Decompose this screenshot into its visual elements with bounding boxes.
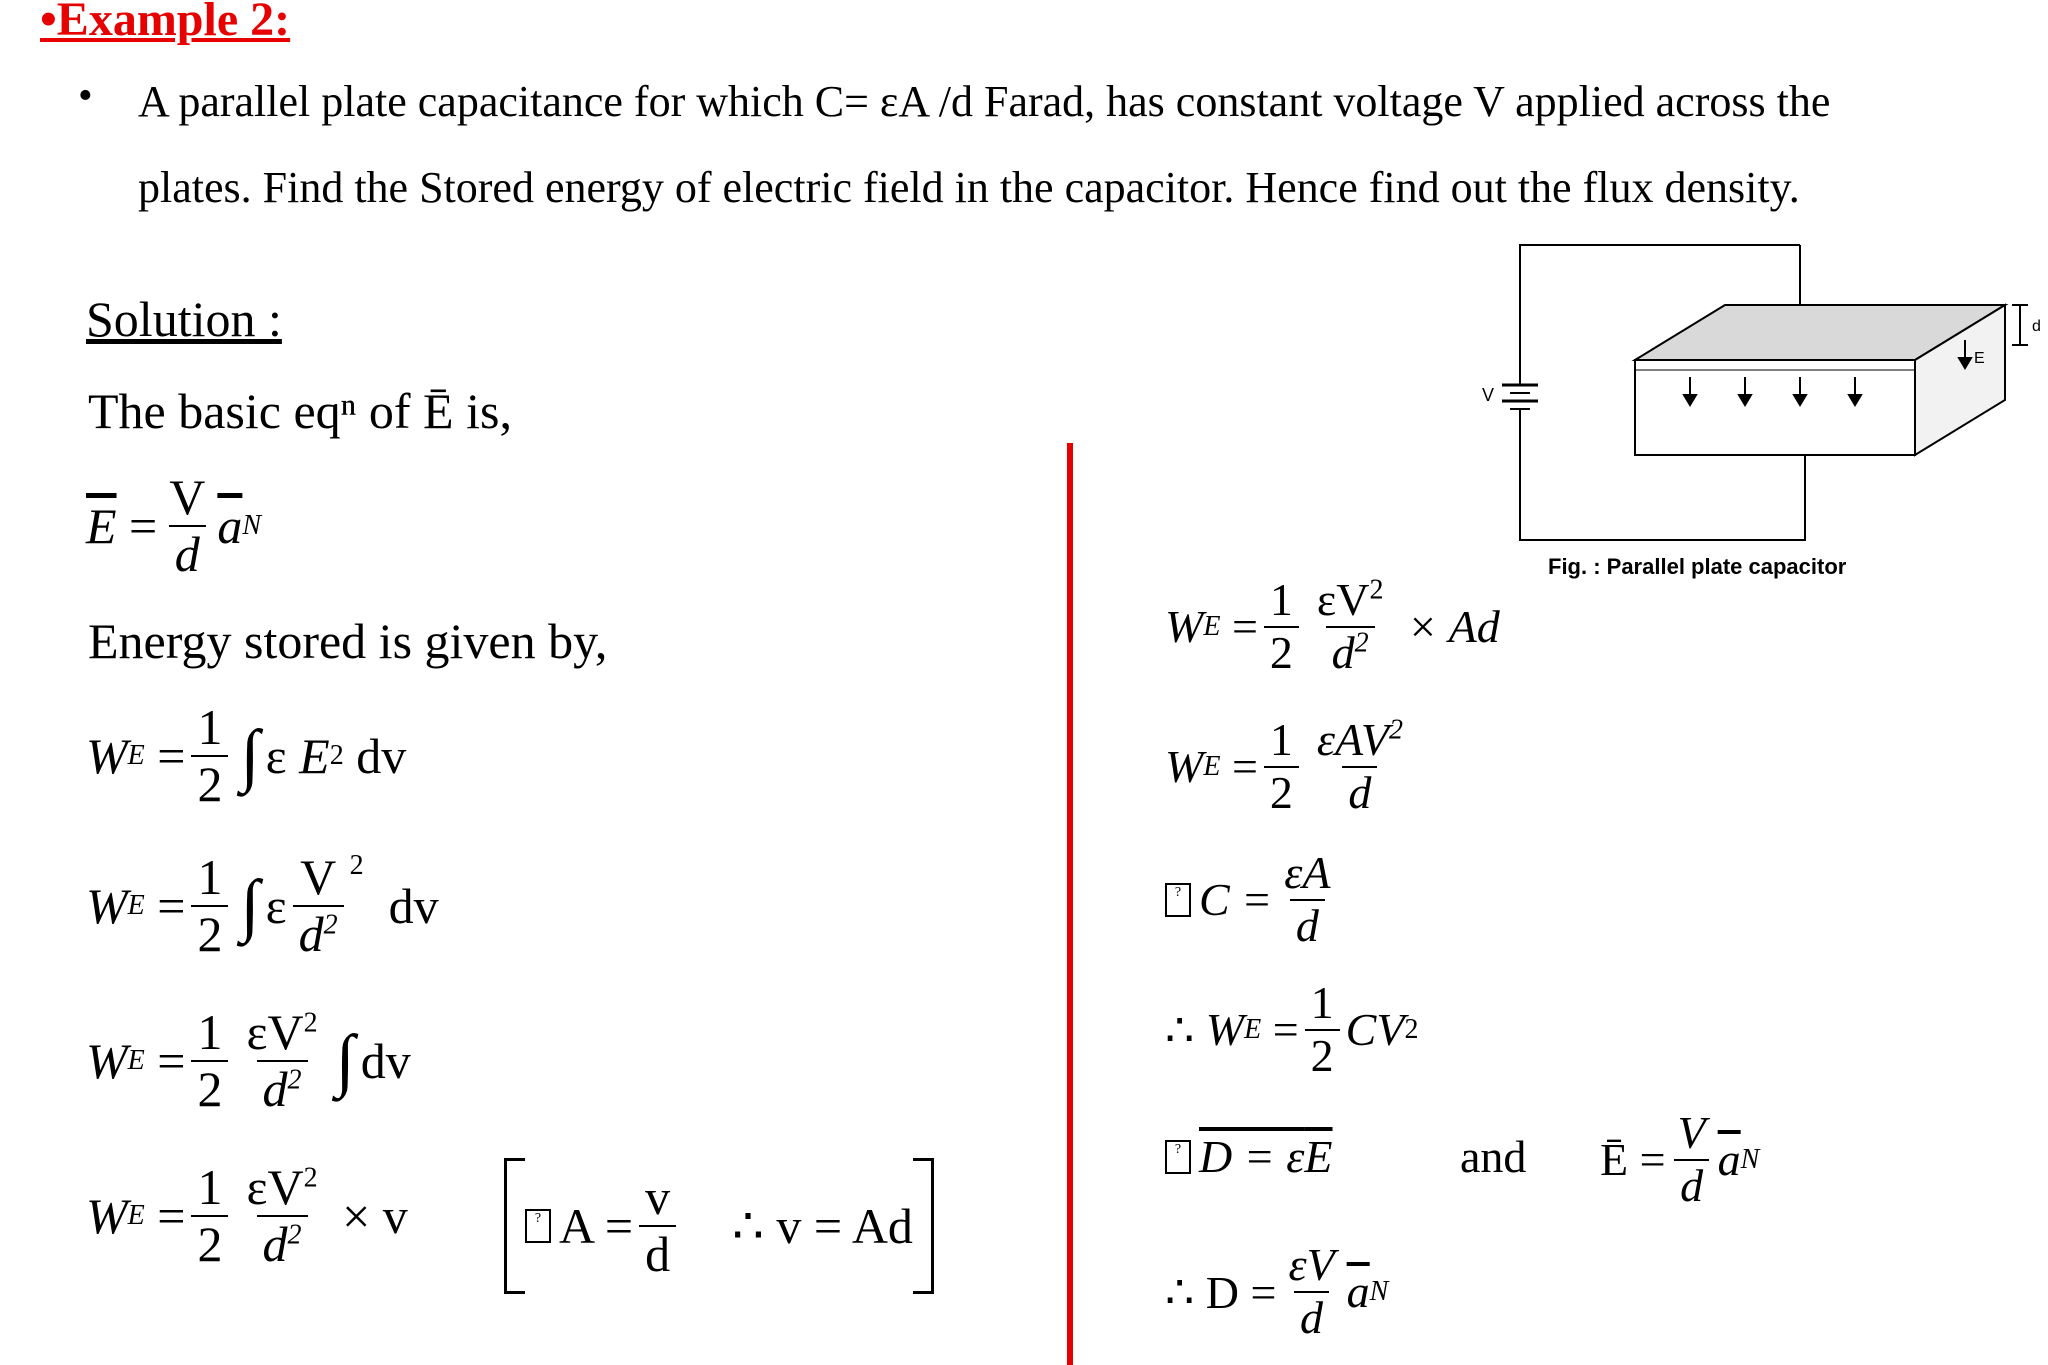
eq-e-field: $\overline{E}$ = $\frac{V}{d}$ $\overline{a}$ N — [86, 469, 262, 582]
eq-d-eps-e: ? D = ε $\overline{E}$ — [1165, 1130, 1333, 1183]
bullet: • — [78, 73, 93, 119]
and-text: and — [1460, 1131, 1527, 1182]
eq-we-cv: ∴ W E = $\frac{1}{2}$ CV 2 — [1165, 977, 1419, 1081]
solution-heading: Solution : — [86, 291, 282, 347]
capacitor-figure — [1460, 235, 2048, 595]
problem-line-2: plates. Find the Stored energy of electric field in the capacitor. Hence find out the flux density. — [138, 163, 1800, 212]
v-label: V — [1482, 385, 1495, 405]
e-label: E — [1974, 350, 1985, 367]
energy-stored-text: Energy stored is given by, — [88, 613, 608, 669]
eq-c: ? C = $\frac{\varepsilon A}{d}$ — [1165, 848, 1342, 951]
eq-we-3: W E = $\frac{1}{2}$ $\frac{\varepsilon V^2}{d^2}$ ∫ dv — [86, 1004, 411, 1117]
eq-we-1: W E = $\frac{1}{2}$ ∫ ε E 2 dv — [86, 699, 407, 812]
basic-equation-text: The basic eqⁿ of Ē is, — [88, 383, 512, 439]
eq-e-field-right: Ē = $\frac{V}{d}$ $\overline{a}$ N — [1600, 1107, 1760, 1211]
divider-line — [1067, 443, 1073, 1365]
eq-we-4: W E = $\frac{1}{2}$ $\frac{\varepsilon V^2}{d^2}$ × v — [86, 1159, 408, 1272]
eq-we-6: W E = $\frac{1}{2}$ $\frac{\varepsilon AV^2}{d}$ — [1165, 714, 1403, 818]
bracket-note: ? A = $\frac{v}{d}$ ∴ v = Ad — [504, 1158, 934, 1294]
eq-we-2: W E = $\frac{1}{2}$ ∫ ε $\frac{V}{d^2}$ $^2$ dv — [86, 849, 439, 962]
example-title: •Example 2: — [40, 0, 291, 46]
eq-d-final: ∴ D = $\frac{\varepsilon V}{d}$ $\overline{a}$ N — [1165, 1239, 1389, 1343]
d-label: d — [2032, 318, 2041, 335]
figure-caption: Fig. : Parallel plate capacitor — [1548, 554, 1847, 579]
problem-line-1: A parallel plate capacitance for which C= εA /d Farad, has constant voltage V applied across the — [138, 77, 1831, 126]
eq-we-5: W E = $\frac{1}{2}$ $\frac{\varepsilon V^2}{d^2}$ × Ad — [1165, 574, 1500, 678]
